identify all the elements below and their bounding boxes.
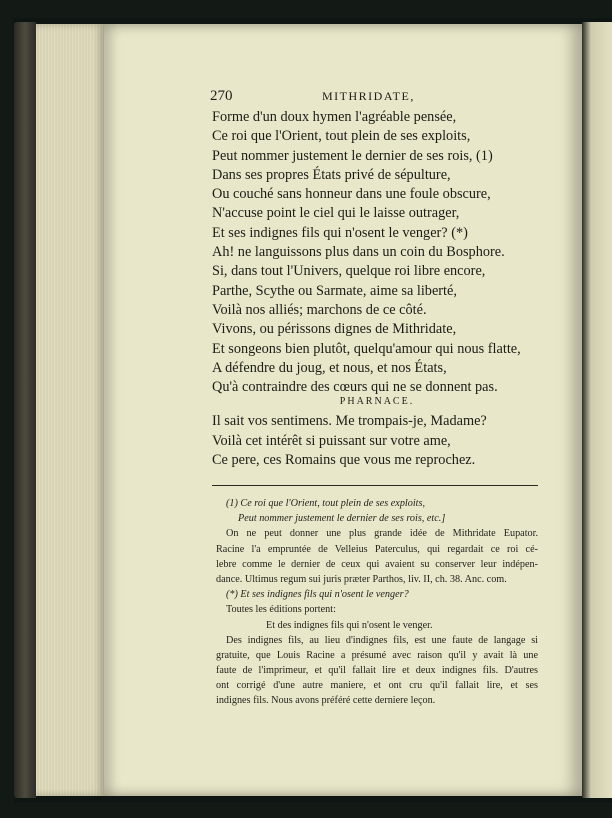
- verse-line: Il sait vos sentimens. Me trompais-je, Madame?: [212, 413, 487, 429]
- verse-line: Voilà cet intérêt si puissant sur votre ame,: [212, 432, 451, 449]
- verse-line: Si, dans tout l'Univers, quelque roi libre encore,: [212, 263, 486, 280]
- note-2-quote: (*) Et ses indignes fils qui n'osent le venger?: [226, 589, 409, 601]
- note-1-quote-line: Peut nommer justement le dernier de ses rois, etc.]: [238, 513, 446, 525]
- note-2-variant-quote: Et des indignes fils qui n'osent le venger.: [266, 619, 433, 631]
- verse-line: Ce roi que l'Orient, tout plein de ses exploits,: [212, 128, 471, 145]
- page-number: 270: [210, 88, 233, 104]
- verse-block-pharnace: [212, 412, 542, 471]
- verse-line: Ce pere, ces Romains que vous me reprochez.: [212, 452, 476, 468]
- speaker-name: PHARNACE.: [339, 396, 415, 407]
- note-1-text-line: dance. Ultimus regum sui juris præter Parthos, liv. II, ch. 38. Anc. com.: [216, 573, 507, 585]
- note-1-text-line: Racine l'a empruntée de Velleius Paterculus, qui regardait ce roi cé-: [216, 543, 538, 555]
- note-1-text-line: lebre comme le dernier de ceux qui avaient su conserver leur indépen-: [216, 558, 538, 570]
- note-2-text-line: gratuite, que Louis Racine a présumé avec raison qu'il y avait là une: [216, 649, 538, 661]
- facing-page-edge: [582, 22, 612, 798]
- note-2-editions: Toutes les éditions portent:: [226, 604, 336, 616]
- page-stack-edge: [36, 24, 106, 796]
- note-2-text-line: ont corrigé d'une autre maniere, et ont cru qu'il fallait lire, et ses: [216, 680, 538, 692]
- verse-line: Peut nommer justement le dernier de ses rois, (1): [212, 147, 493, 164]
- verse-line: Et songeons bien plutôt, quelqu'amour qui nous flatte,: [212, 340, 521, 357]
- verse-line: Voilà nos alliés; marchons de ce côté.: [212, 301, 427, 318]
- verse-line: Vivons, ou périssons dignes de Mithridate,: [212, 321, 457, 338]
- verse-line: Forme d'un doux hymen l'agréable pensée,: [212, 109, 457, 125]
- note-1-quote-line: (1) Ce roi que l'Orient, tout plein de ses exploits,: [226, 498, 426, 509]
- verse-line: Dans ses propres États privé de sépulture,: [212, 166, 451, 183]
- verse-line: N'accuse point le ciel qui le laisse outrager,: [212, 205, 460, 222]
- verse-line: Ah! ne languissons plus dans un coin du Bosphore.: [212, 244, 505, 261]
- verse-block: [212, 108, 542, 397]
- footnotes: [216, 496, 538, 709]
- verse-line: Parthe, Scythe ou Sarmate, aime sa liberté,: [212, 282, 457, 299]
- verse-line: Et ses indignes fils qui n'osent le venger? (*): [212, 224, 468, 241]
- footnote-rule: [212, 485, 538, 486]
- verse-line: Ou couché sans honneur dans une foule obscure,: [212, 186, 491, 203]
- note-2-text-line: faute de l'imprimeur, et qu'il fallait lire et deux indignes fils. D'autres: [216, 665, 538, 677]
- note-1-text-line: On ne peut donner une plus grande idée de Mithridate Eupator.: [226, 528, 538, 540]
- page-header: [210, 88, 540, 106]
- verse-line: Qu'à contraindre des cœurs qui ne se donnent pas.: [212, 379, 498, 396]
- note-2-text-line: indignes fils. Nous avons préféré cette derniere leçon.: [216, 695, 436, 707]
- book-cover-edge: [14, 22, 36, 798]
- running-head: MITHRIDATE,: [322, 89, 415, 103]
- note-2-text-line: Des indignes fils, au lieu d'indignes fils, est une faute de langage si: [226, 634, 538, 646]
- verse-line: A défendre du joug, et nous, et nos États,: [212, 359, 447, 376]
